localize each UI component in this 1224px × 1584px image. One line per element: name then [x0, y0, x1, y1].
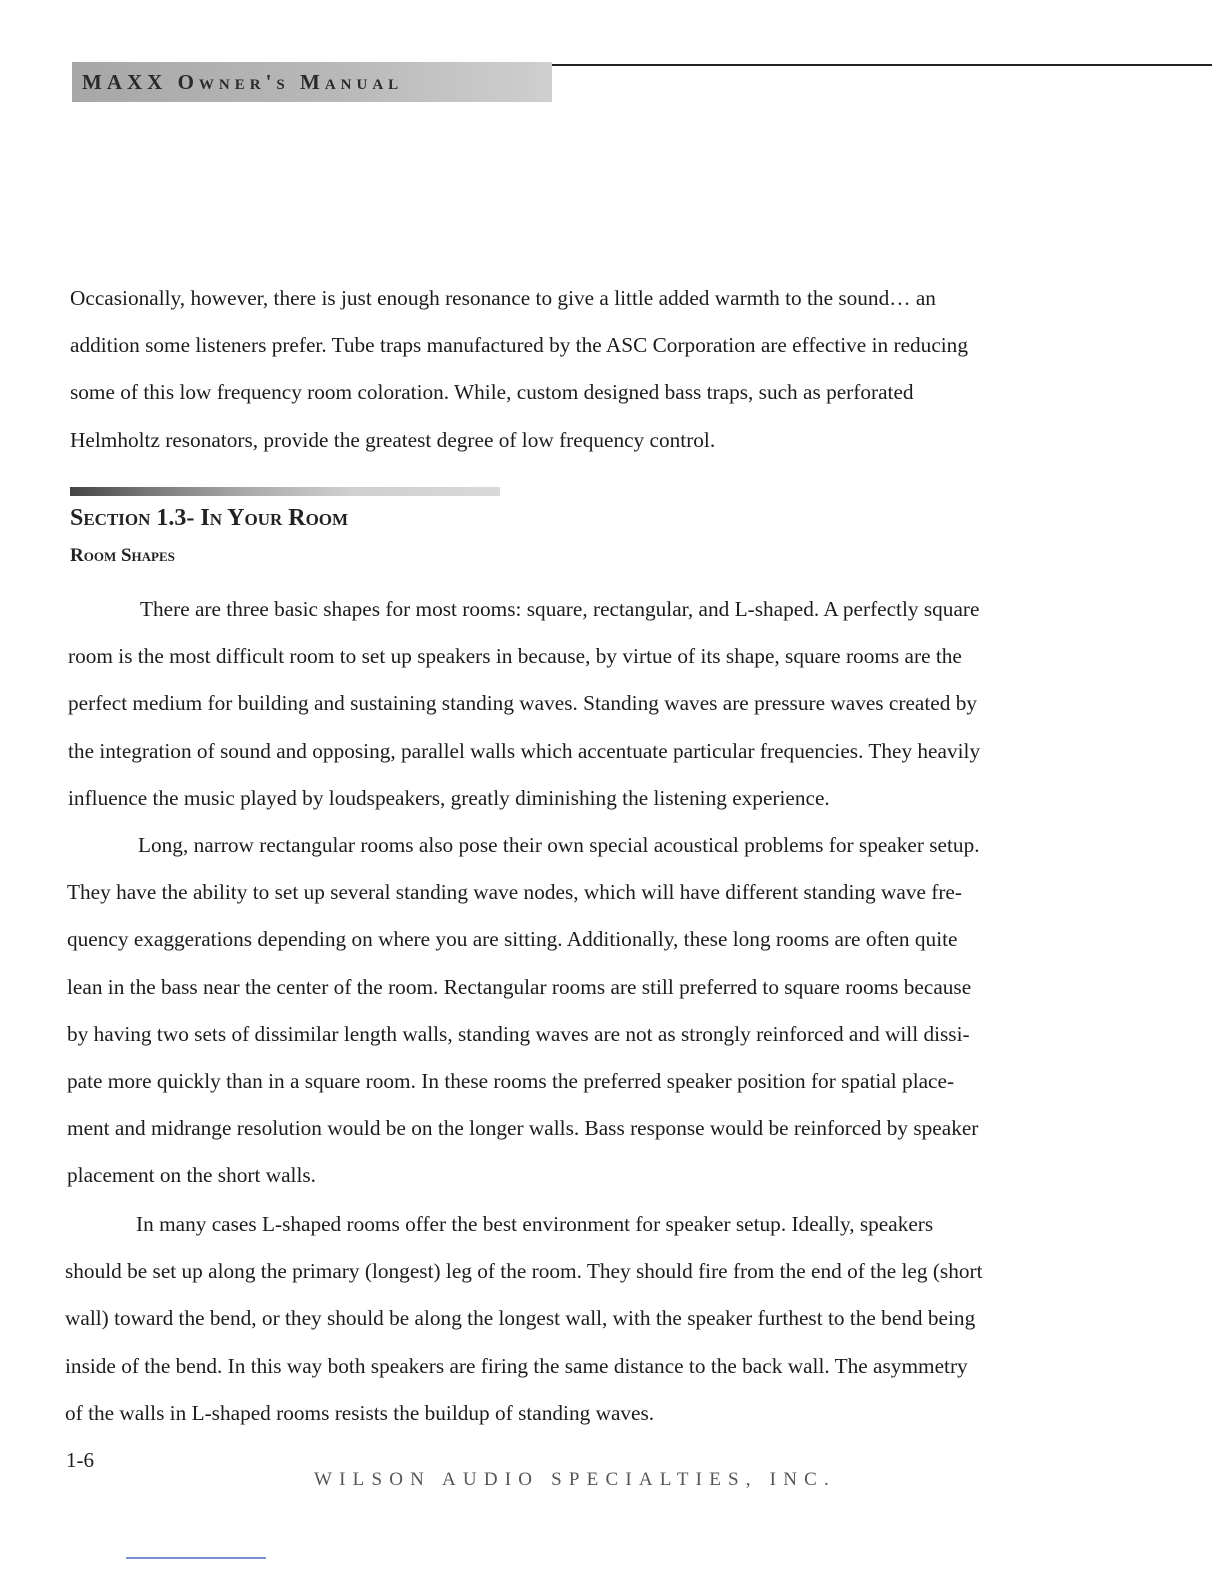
- footer-company: WILSON AUDIO SPECIALTIES, INC.: [314, 1469, 836, 1490]
- text-line: room is the most difficult room to set up speakers in because, by virtue of its shape, square rooms are the: [68, 644, 962, 669]
- text-line: perfect medium for building and sustaining standing waves. Standing waves are pressure waves created by: [68, 691, 977, 716]
- text-line: ment and midrange resolution would be on the longer walls. Bass response would be reinforced by speaker: [67, 1116, 979, 1141]
- section-heading: Section 1.3- In Your Room: [70, 505, 349, 531]
- bottom-edge-mark: [126, 1557, 266, 1559]
- text-line: inside of the bend. In this way both speakers are firing the same distance to the back wall. The asymmetry: [65, 1353, 968, 1378]
- text-line: In many cases L-shaped rooms offer the best environment for speaker setup. Ideally, speakers: [136, 1212, 934, 1236]
- text-line: Long, narrow rectangular rooms also pose their own special acoustical problems for speaker setup.: [138, 833, 980, 857]
- text-line: Occasionally, however, there is just enough resonance to give a little added warmth to the sound… an: [70, 286, 936, 310]
- text-line: wall) toward the bend, or they should be along the longest wall, with the speaker furthest to the bend being: [65, 1306, 976, 1331]
- page-number: 1-6: [66, 1448, 94, 1472]
- text-line: of the walls in L-shaped rooms resists the buildup of standing waves.: [65, 1400, 655, 1425]
- text-line: by having two sets of dissimilar length walls, standing waves are not as strongly reinforced and will dissi-: [67, 1021, 970, 1046]
- text-line: placement on the short walls.: [67, 1163, 316, 1188]
- header-band: [72, 62, 552, 102]
- text-line: the integration of sound and opposing, parallel walls which accentuate particular frequencies. They heavily: [68, 738, 981, 763]
- text-line: There are three basic shapes for most rooms: square, rectangular, and L-shaped. A perfectly square: [140, 597, 980, 621]
- text-line: pate more quickly than in a square room. In these rooms the preferred speaker position for spatial place-: [67, 1069, 955, 1093]
- subsection-heading: Room Shapes: [70, 545, 175, 566]
- text-line: influence the music played by loudspeakers, greatly diminishing the listening experience.: [68, 785, 830, 810]
- text-line: should be set up along the primary (longest) leg of the room. They should fire from the end of the leg (short: [65, 1259, 983, 1284]
- section-divider-bar: [70, 487, 500, 496]
- manual-title: MAXX Owner's Manual: [82, 69, 404, 94]
- text-line: some of this low frequency room coloration. While, custom designed bass traps, such as perforated: [70, 380, 914, 405]
- text-line: Helmholtz resonators, provide the greatest degree of low frequency control.: [70, 427, 716, 452]
- text-line: lean in the bass near the center of the room. Rectangular rooms are still preferred to square rooms because: [67, 974, 972, 999]
- text-line: addition some listeners prefer. Tube traps manufactured by the ASC Corporation are effective in reducing: [70, 333, 968, 358]
- header-rule: [552, 64, 1212, 66]
- text-line: quency exaggerations depending on where you are sitting. Additionally, these long rooms are often quite: [67, 927, 958, 952]
- text-line: They have the ability to set up several standing wave nodes, which will have different standing wave fre-: [67, 880, 962, 905]
